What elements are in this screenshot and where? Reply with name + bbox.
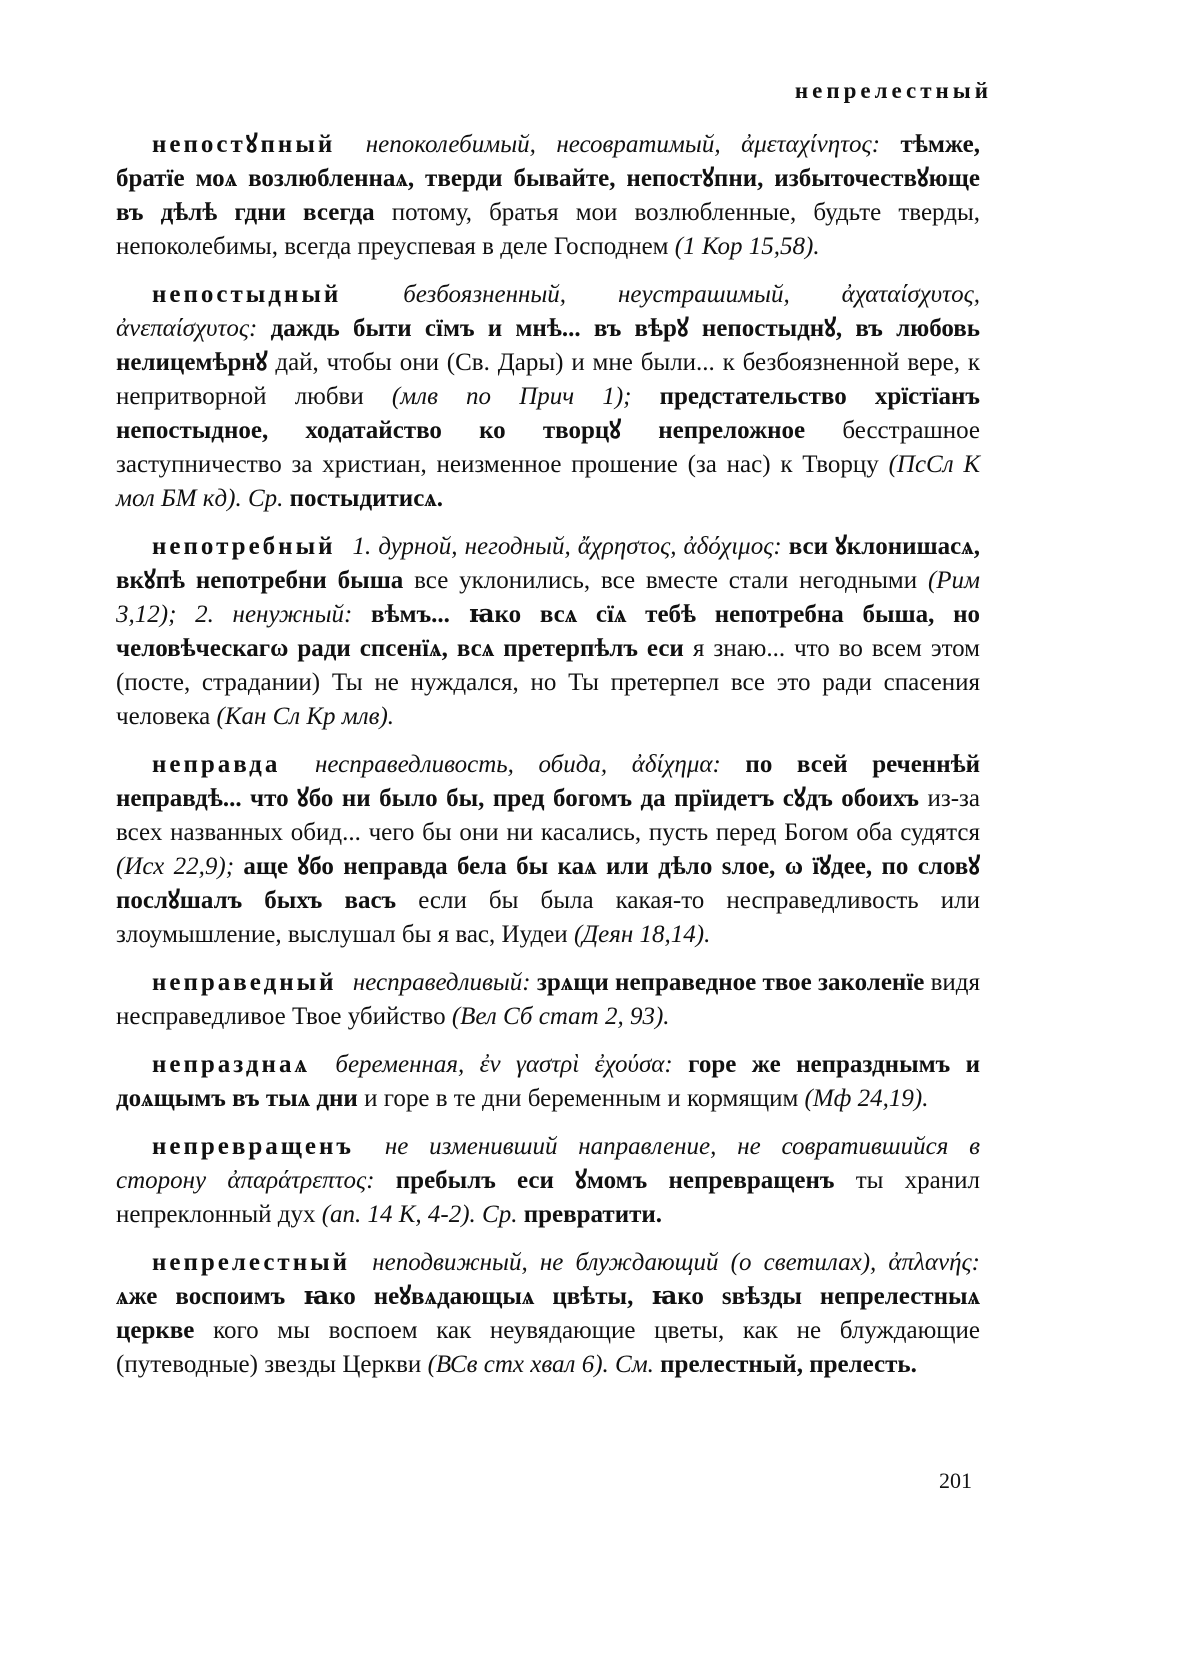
entry-source: (Рим 3,12); 2. ненужный: xyxy=(116,567,980,628)
entry-crossref: постыдитисѧ. xyxy=(289,485,444,512)
entry-headword: неправедный xyxy=(152,969,337,996)
entry-source: (1 Кор 15,58). xyxy=(674,233,820,260)
entry-nepotrebny xyxy=(116,530,980,734)
entry-neprevrashchen xyxy=(116,1130,980,1232)
entry-citation: даждь быти сїмъ и мнѣ... въ вѣрꙋ непостыднꙋ, въ любовь нелицемѣрнꙋ xyxy=(116,315,980,376)
entry-headword: непостыдный xyxy=(152,281,342,308)
entry-translation: я знаю... что во всем этом (посте, страдании) Ты не нуждался, но Ты претерпел все это ради спасения человека xyxy=(116,635,981,730)
entry-source: (ап. 14 К, 4-2). Ср. xyxy=(321,1201,524,1228)
entry-definition: не изменивший направление, не совратившийся в сторону ἀπαράτρεπτος: xyxy=(116,1133,981,1194)
entry-citation: аще ꙋбо неправда бела бы каѧ или дѣло ѕлое, ω їꙋдее, по словꙋ послꙋшалъ быхъ васъ xyxy=(116,853,980,914)
entry-source: (млв по Прич 1); xyxy=(391,383,660,410)
entries-list xyxy=(116,128,980,1396)
entry-translation: все уклонились, все вместе стали негодными xyxy=(414,567,928,594)
entry-definition: неподвижный, не блуждающий (о светилах), ἀπλανής: xyxy=(372,1249,981,1276)
entry-translation: потому, братья мои возлюбленные, будьте тверды, непоколебимы, всегда преуспевая в деле Господнем xyxy=(116,199,980,260)
entry-translation: бесстрашное заступничество за христиан, неизменное прошение (за нас) к Творцу xyxy=(116,417,981,478)
entry-citation: по всей реченнѣй неправдѣ... что ꙋбо ни было бы, пред богомъ да прїидетъ сꙋдъ обоихъ xyxy=(116,751,981,812)
entry-translation: видя несправедливое Твое убийство xyxy=(116,969,981,1030)
entry-source: (ПсСл К мол БМ кд). Ср. xyxy=(116,451,981,512)
entry-citation: вѣмъ... ꙗко всѧ сїѧ тебѣ непотребна быша, но человѣческагω ради спсенїѧ, всѧ претерпѣлъ еси xyxy=(116,601,980,662)
entry-translation: кого мы воспоем как неувядающие цветы, как не блуждающие (путеводные) звезды Церкви xyxy=(116,1317,980,1378)
entry-headword: непотребный xyxy=(152,533,336,560)
entry-definition: несправедливый: xyxy=(352,969,537,996)
entry-nepravedny xyxy=(116,966,980,1034)
entry-citation: горе же непразднымъ и доѧщымъ въ тыѧ дни xyxy=(116,1051,981,1112)
entry-neprelestny xyxy=(116,1246,980,1382)
entry-crossref: превратити. xyxy=(523,1201,663,1228)
entry-citation: пребылъ еси ꙋмомъ непревращенъ xyxy=(395,1167,835,1194)
entry-definition: беременная, ἐν γαστρὶ ἐχούσα: xyxy=(335,1051,689,1078)
entry-neprazdnaya xyxy=(116,1048,980,1116)
entry-source: (Исх 22,9); xyxy=(116,853,244,880)
entry-nepostydny xyxy=(116,278,980,516)
entry-translation: ты хранил непреклонный дух xyxy=(116,1167,980,1228)
page-number: 201 xyxy=(939,1468,972,1493)
entry-source: (Мф 24,19). xyxy=(804,1085,929,1112)
entry-definition: 1. дурной, негодный, ἄχρηστος, ἀδόχιμος: xyxy=(352,533,789,560)
entry-nepravda xyxy=(116,748,980,952)
entry-source: (Вел Сб стат 2, 93). xyxy=(451,1003,670,1030)
entry-source: (Деян 18,14). xyxy=(573,921,711,948)
entry-citation: тѣмже, братїе моѧ возлюбленнаѧ, тверди бывайте, непостꙋпни, избыточествꙋюще въ дѣлѣ гдни всегда xyxy=(116,131,981,226)
entry-headword: неправда xyxy=(152,751,281,778)
entry-definition: безбоязненный, неустрашимый, ἀχαταίσχυτος, ἀνεπαίσχυτος: xyxy=(116,281,980,342)
entry-citation: зрѧщи неправедное твое заколенїе xyxy=(536,969,925,996)
entry-headword: непрелестный xyxy=(152,1249,351,1276)
entry-headword: непразднаѧ xyxy=(152,1051,310,1078)
entry-citation: предстательство хрїстїанъ непостыдное, ходатайство ко творцꙋ непреложное xyxy=(116,383,980,444)
entry-translation: из-за всех названных обид... чего бы они ни касались, пусть перед Богом оба судятся xyxy=(116,785,981,846)
entry-neposhtupny xyxy=(116,128,980,264)
entry-translation: и горе в те дни беременным и кормящим xyxy=(364,1085,805,1112)
entry-source: (Кан Сл Кр млв). xyxy=(216,703,395,730)
entry-headword: непостꙋпный xyxy=(152,131,336,158)
entry-headword: непревращенъ xyxy=(152,1133,354,1160)
entry-definition: несправедливость, обида, ἀδίχημα: xyxy=(314,751,746,778)
entry-translation: если бы была какая-то несправедливость или злоумышление, выслушал бы я вас, Иудеи xyxy=(116,887,980,948)
entry-crossref: прелестный, прелесть. xyxy=(660,1351,917,1378)
entry-translation: дай, чтобы они (Св. Дары) и мне были... к безбоязненной вере, к непритворной любви xyxy=(116,349,980,410)
entry-citation: вси ꙋклонишасѧ, вкꙋпѣ непотребни быша xyxy=(116,533,980,594)
entry-citation: ѧже воспоимъ ꙗко неꙋвѧдающыѧ цвѣты, ꙗко ѕвѣзды непрелестныѧ церкве xyxy=(116,1283,980,1344)
entry-definition: непоколебимый, несовратимый, ἀμεταχίνητος: xyxy=(365,131,901,158)
entry-source: (ВСв стх хвал 6). См. xyxy=(427,1351,661,1378)
running-head: непрелестный xyxy=(794,78,992,103)
